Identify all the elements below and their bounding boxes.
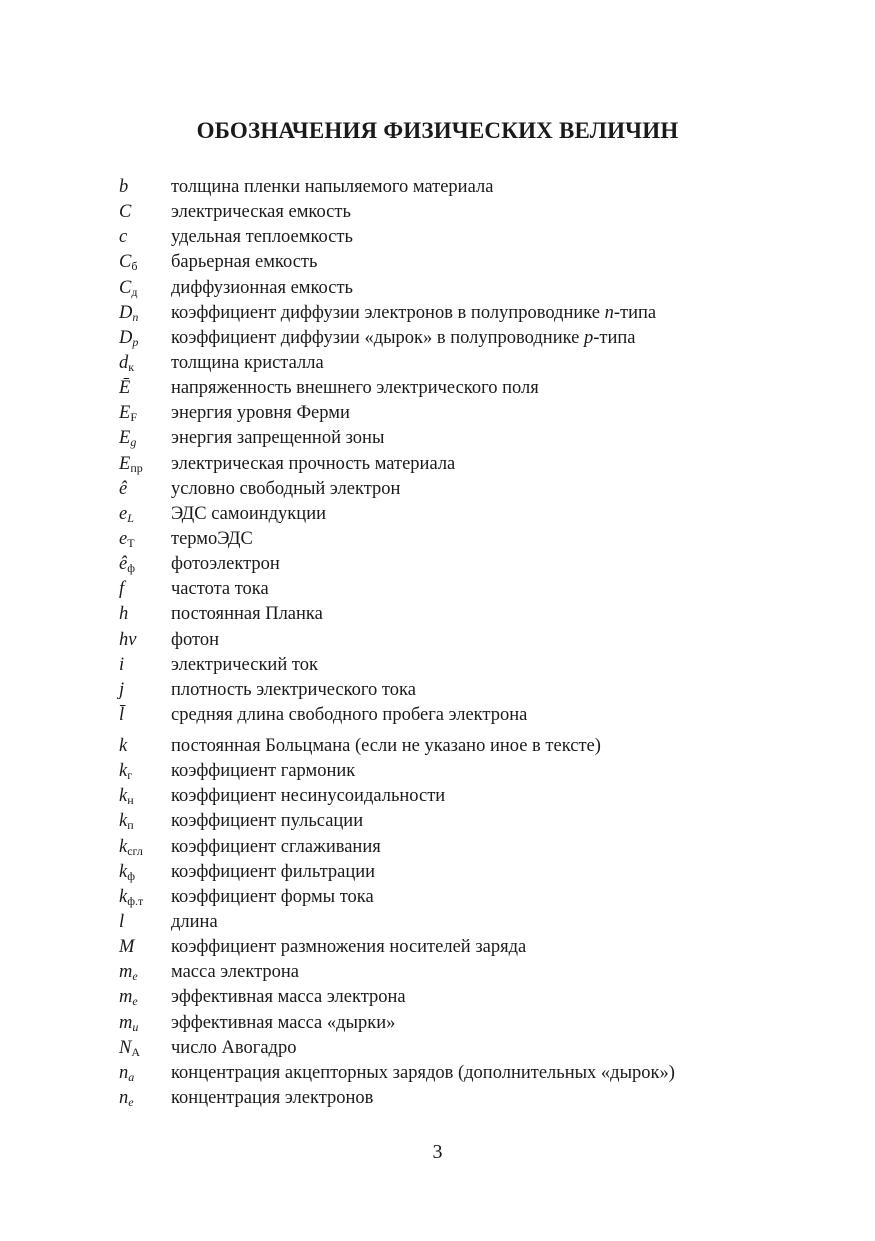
description: концентрация акцепторных зарядов (дополнительных «дырок») [171,1062,675,1083]
description: коэффициент размножения носителей заряда [171,937,527,958]
description: коэффициент формы тока [171,886,374,907]
symbol: c [119,227,128,248]
list-item [119,552,819,577]
list-item [119,326,819,351]
symbol: Ē [119,378,131,399]
description: толщина пленки напыляемого материала [171,177,494,197]
description: длина [171,911,218,932]
symbol: l [119,911,125,932]
description: масса электрона [171,962,299,983]
list-item [119,985,819,1010]
description: напряженность внешнего электрического поля [171,378,539,399]
list-item [119,1086,819,1111]
list-item [119,860,819,885]
list-item [119,935,819,960]
list-item [119,784,819,809]
list-item [119,703,819,734]
description: частота тока [171,579,269,600]
list-item [119,678,819,703]
symbol: $n_a$ [119,1062,135,1084]
list-item [119,200,819,225]
description: коэффициент диффузии «дырок» в полупроводнике p-типа [171,327,636,348]
description: коэффициент несинусоидальности [171,786,446,807]
list-item [119,628,819,653]
page-title: ОБОЗНАЧЕНИЯ ФИЗИЧЕСКИХ ВЕЛИЧИН [196,118,679,143]
list-item [119,910,819,935]
symbol: $E_{пр}$ [119,453,143,475]
description: фотон [171,629,219,650]
description: эффективная масса электрона [171,987,406,1008]
symbol: $n_e$ [119,1087,134,1109]
list-item [119,885,819,910]
symbol: $C_б$ [119,252,138,274]
symbol: ê [119,478,128,499]
symbol: i [119,654,125,675]
symbol: h [119,604,129,625]
description: электрическая емкость [171,202,351,223]
symbol: $k_{сгл}$ [119,836,143,858]
list-item [119,276,819,301]
symbol: $k_п$ [119,811,134,833]
symbol: hν [119,629,137,650]
list-item [119,759,819,784]
description: коэффициент пульсации [171,811,364,832]
description: удельная теплоемкость [171,227,353,248]
list-item [119,577,819,602]
symbol: $N_A$ [119,1037,141,1059]
description: диффузионная емкость [171,277,353,298]
symbol: f [119,579,125,600]
description: средняя длина свободного пробега электрона [171,704,528,725]
list-item [119,502,819,527]
symbol: k [119,735,128,756]
list-item [119,301,819,326]
description: фотоэлектрон [171,554,280,575]
symbol: $m_u$ [119,1012,139,1034]
description: коэффициент сглаживания [171,836,381,857]
symbol: $e_L$ [119,503,134,525]
list-item [119,1036,819,1061]
description: ЭДС самоиндукции [171,503,327,524]
description: эффективная масса «дырки» [171,1012,396,1033]
list-item [119,960,819,985]
description: барьерная емкость [171,252,318,273]
description: постоянная Больцмана (если не указано иное в тексте) [171,735,601,756]
symbol: $k_ф$ [119,861,135,883]
symbol: $k_{ф.т}$ [119,886,144,908]
symbol: $E_g$ [119,428,137,450]
list-item [119,401,819,426]
description: энергия запрещенной зоны [171,428,385,449]
list-item [119,376,819,401]
description: коэффициент диффузии электронов в полупроводнике n-типа [171,302,657,323]
list-item [119,602,819,627]
symbol: C [119,202,132,223]
symbol: $C_д$ [119,277,138,299]
symbol: $m_e$ [119,987,138,1009]
list-item [119,175,819,200]
description: число Авогадро [171,1037,297,1058]
description: термоЭДС [171,528,253,549]
list-item [119,225,819,250]
list-item [119,477,819,502]
list-item [119,452,819,477]
description: толщина кристалла [171,352,324,373]
symbol: b [119,177,129,197]
list-item [119,835,819,860]
description: электрический ток [171,654,318,675]
description: энергия уровня Ферми [171,403,350,424]
list-item [119,527,819,552]
description: электрическая прочность материала [171,453,456,474]
symbol: $d_к$ [119,352,135,374]
list-item [119,1011,819,1036]
description: концентрация электронов [171,1087,374,1108]
symbol: $k_г$ [119,761,133,783]
list-item [119,426,819,451]
list-item [119,809,819,834]
symbol: $E_F$ [119,403,137,425]
symbol: M [119,937,135,958]
symbol: $m_e$ [119,962,138,984]
list-item [119,351,819,376]
symbol-list [119,175,819,1111]
symbol: $D_p$ [119,327,139,349]
symbol: j [119,679,125,700]
list-item [119,250,819,275]
symbol: $e_T$ [119,528,135,550]
description: условно свободный электрон [171,478,401,499]
list-item [119,1061,819,1086]
symbol: $ê_ф$ [119,554,135,576]
symbol: l̄ [119,704,125,725]
description: коэффициент фильтрации [171,861,376,882]
page-number: 3 [432,1141,443,1163]
description: коэффициент гармоник [171,761,356,782]
list-item [119,734,819,759]
description: плотность электрического тока [171,679,416,700]
symbol: $D_n$ [119,302,139,324]
list-item [119,653,819,678]
description: постоянная Планка [171,604,323,625]
symbol: $k_н$ [119,786,134,808]
